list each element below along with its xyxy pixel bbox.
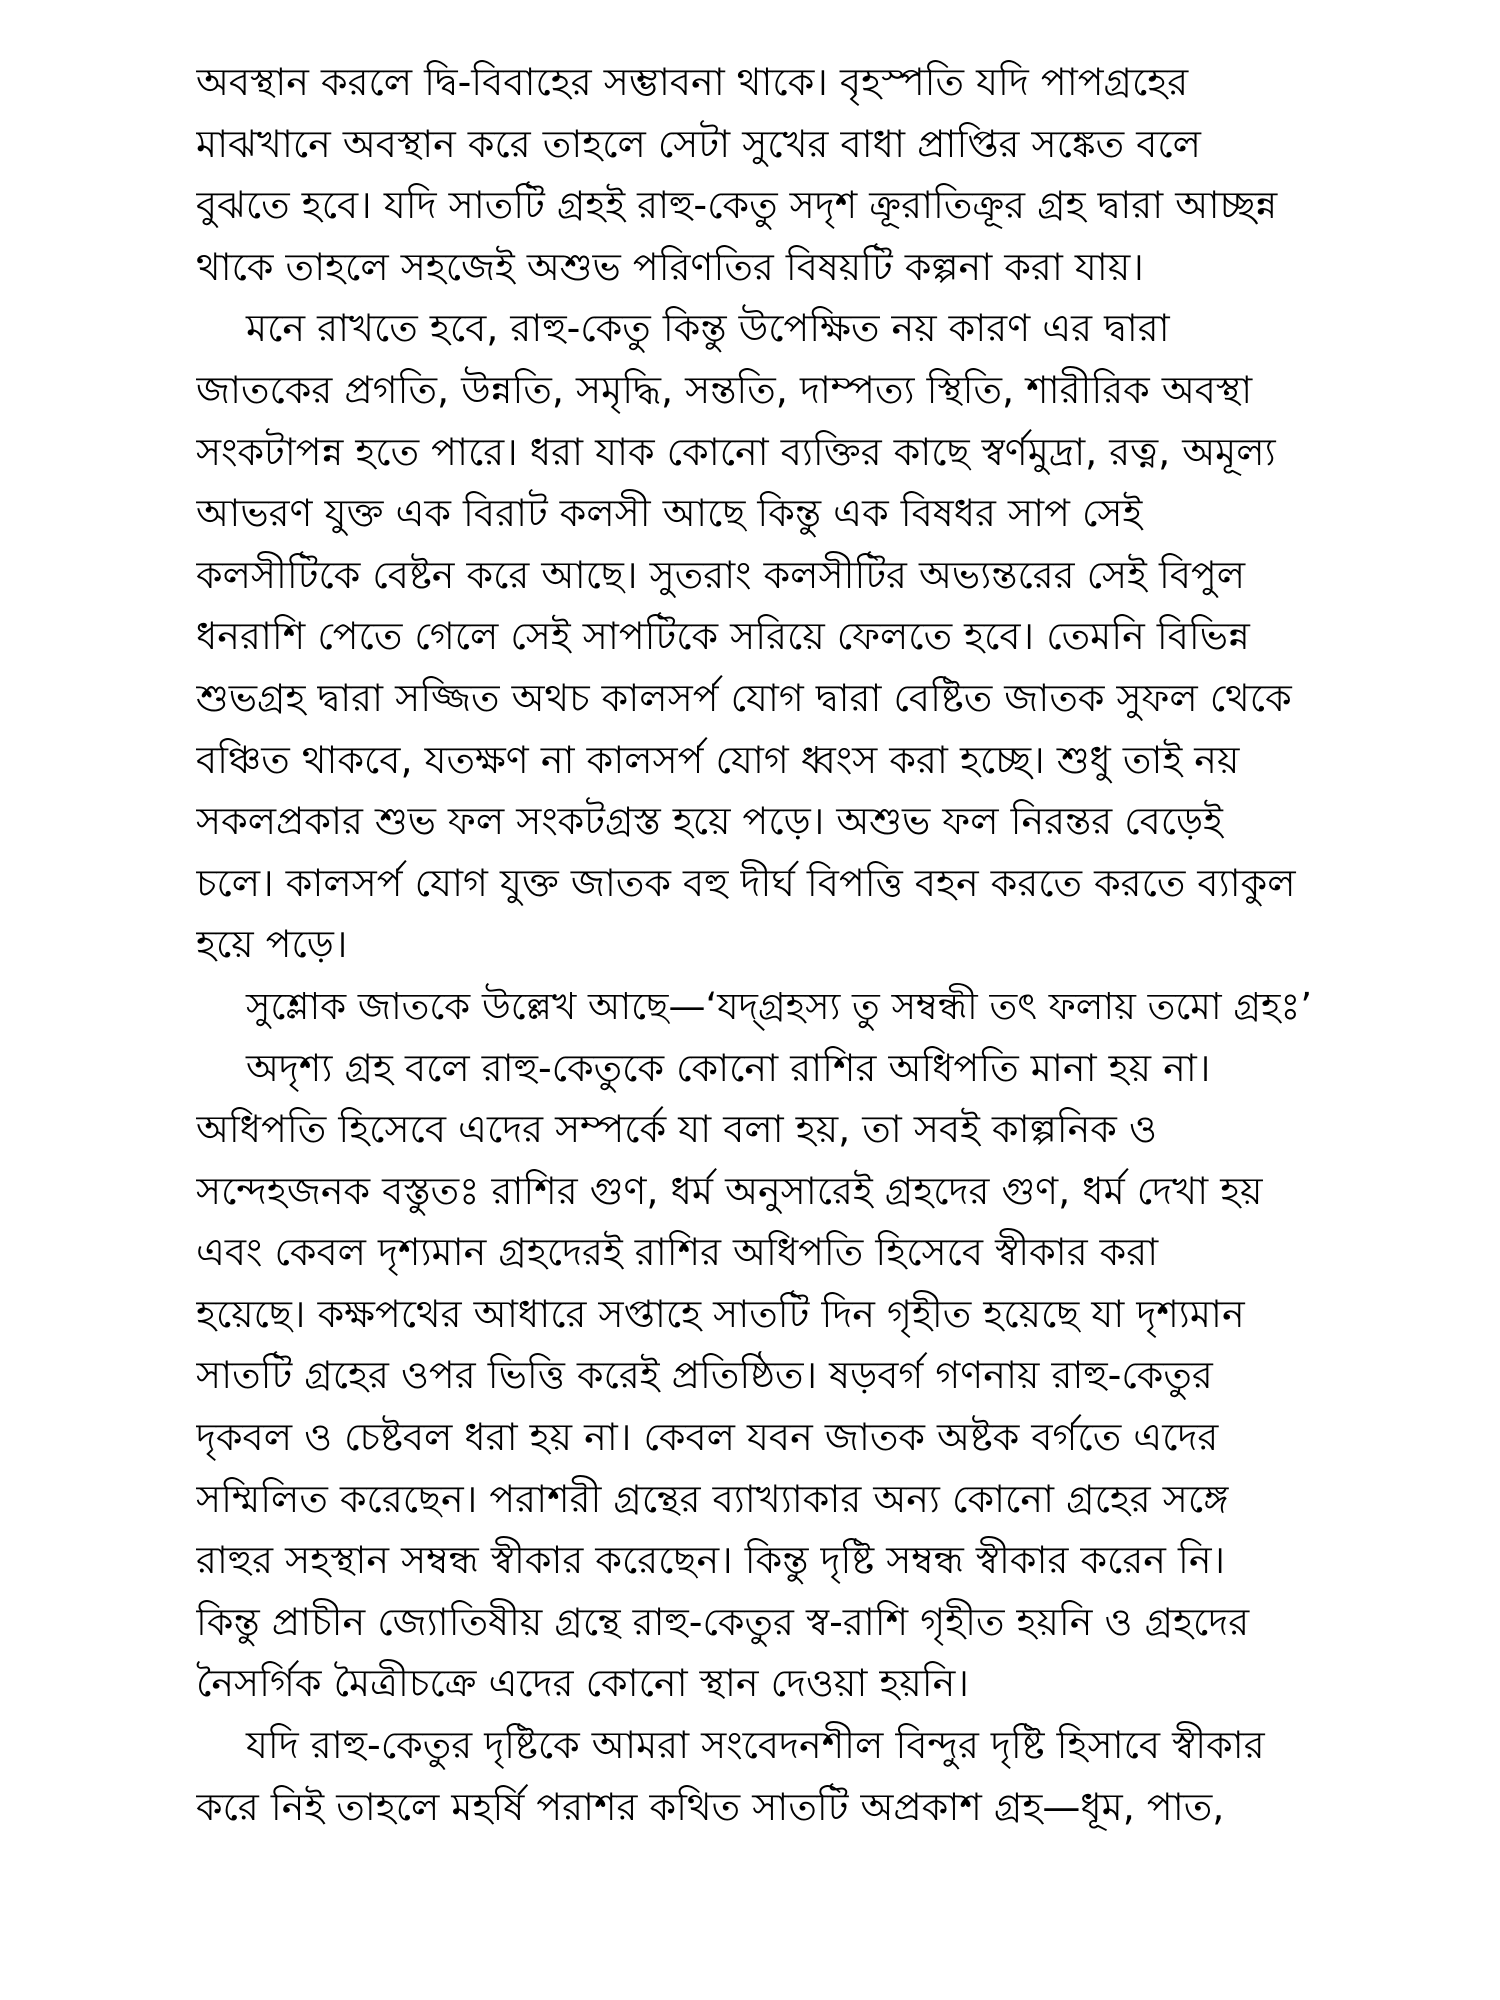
text-line: অধিপতি হিসেবে এদের সম্পর্কে যা বলা হয়, তা সবই কাল্পনিক ও bbox=[196, 1107, 1157, 1152]
text-line: হয়ে পড়ে। bbox=[196, 922, 348, 967]
text-line: সন্দেহজনক বস্তুতঃ রাশির গুণ, ধর্ম অনুসারেই গ্রহদের গুণ, ধর্ম দেখা হয় bbox=[196, 1168, 1263, 1213]
text-line: দৃকবল ও চেষ্টবল ধরা হয় না। কেবল যবন জাতক অষ্টক বর্গতে এদের bbox=[196, 1415, 1219, 1460]
text-line: করে নিই তাহলে মহর্ষি পরাশর কথিত সাতটি অপ্রকাশ গ্রহ—ধূম, পাত, bbox=[196, 1784, 1225, 1829]
text-line: থাকে তাহলে সহজেই অশুভ পরিণতির বিষয়টি কল্পনা করা যায়। bbox=[196, 244, 1144, 289]
quote-line: সুশ্লোক জাতকে উল্লেখ আছে—‘যদ্‌গ্রহস্য তু সম্বন্ধী তৎ ফলায় তমো গ্রহঃ’ bbox=[246, 984, 1312, 1028]
text-line: চলে। কালসর্প যোগ যুক্ত জাতক বহু দীর্ঘ বিপত্তি বহন করতে করতে ব্যাকুল bbox=[196, 860, 1296, 905]
paragraph-start-line: অদৃশ্য গ্রহ বলে রাহু-কেতুকে কোনো রাশির অধিপতি মানা হয় না। bbox=[246, 1045, 1211, 1090]
text-line: সাতটি গ্রহের ওপর ভিত্তি করেই প্রতিষ্ঠিত। ষড়বর্গ গণনায় রাহু-কেতুর bbox=[196, 1353, 1213, 1398]
text-line: সম্মিলিত করেছেন। পরাশরী গ্রন্থের ব্যাখ্যাকার অন্য কোনো গ্রহের সঙ্গে bbox=[196, 1476, 1229, 1521]
paragraph-start-line: যদি রাহু-কেতুর দৃষ্টিকে আমরা সংবেদনশীল বিন্দুর দৃষ্টি হিসাবে স্বীকার bbox=[246, 1723, 1265, 1768]
text-line: মাঝখানে অবস্থান করে তাহলে সেটা সুখের বাধা প্রাপ্তির সঙ্কেত বলে bbox=[196, 121, 1201, 166]
text-line: বঞ্চিত থাকবে, যতক্ষণ না কালসর্প যোগ ধ্বংস করা হচ্ছে। শুধু তাই নয় bbox=[196, 737, 1240, 782]
text-line: অবস্থান করলে দ্বি-বিবাহের সম্ভাবনা থাকে। বৃহস্পতি যদি পাপগ্রহের bbox=[196, 60, 1189, 104]
text-line: রাহুর সহস্থান সম্বন্ধ স্বীকার করেছেন। কিন্তু দৃষ্টি সম্বন্ধ স্বীকার করেন নি। bbox=[196, 1538, 1226, 1583]
text-line: বুঝতে হবে। যদি সাতটি গ্রহই রাহু-কেতু সদৃশ ক্রূরাতিক্রূর গ্রহ দ্বারা আচ্ছন্ন bbox=[196, 183, 1278, 228]
text-line: আভরণ যুক্ত এক বিরাট কলসী আছে কিন্তু এক বিষধর সাপ সেই bbox=[196, 491, 1143, 536]
paragraph-start-line: মনে রাখতে হবে, রাহু-কেতু কিন্তু উপেক্ষিত নয় কারণ এর দ্বারা bbox=[246, 306, 1170, 351]
text-line: শুভগ্রহ দ্বারা সজ্জিত অথচ কালসর্প যোগ দ্বারা বেষ্টিত জাতক সুফল থেকে bbox=[196, 675, 1292, 720]
text-line: নৈসর্গিক মৈত্রীচক্রে এদের কোনো স্থান দেওয়া হয়নি। bbox=[196, 1661, 969, 1706]
text-line: জাতকের প্রগতি, উন্নতি, সমৃদ্ধি, সন্ততি, দাম্পত্য স্থিতি, শারীরিক অবস্থা bbox=[196, 367, 1253, 412]
body-text bbox=[196, 52, 1328, 1838]
text-line: এবং কেবল দৃশ্যমান গ্রহদেরই রাশির অধিপতি হিসেবে স্বীকার করা bbox=[196, 1230, 1159, 1275]
text-line: সকলপ্রকার শুভ ফল সংকটগ্রস্ত হয়ে পড়ে। অশুভ ফল নিরন্তর বেড়েই bbox=[196, 799, 1223, 844]
text-line: ধনরাশি পেতে গেলে সেই সাপটিকে সরিয়ে ফেলতে হবে। তেমনি বিভিন্ন bbox=[196, 614, 1250, 659]
text-line: সংকটাপন্ন হতে পারে। ধরা যাক কোনো ব্যক্তির কাছে স্বর্ণমুদ্রা, রত্ন, অমূল্য bbox=[196, 429, 1276, 474]
text-line: কলসীটিকে বেষ্টন করে আছে। সুতরাং কলসীটির অভ্যন্তরের সেই বিপুল bbox=[196, 552, 1246, 597]
text-line: কিন্তু প্রাচীন জ্যোতিষীয় গ্রন্থে রাহু-কেতুর স্ব-রাশি গৃহীত হয়নি ও গ্রহদের bbox=[196, 1599, 1250, 1644]
text-line: হয়েছে। কক্ষপথের আধারে সপ্তাহে সাতটি দিন গৃহীত হয়েছে যা দৃশ্যমান bbox=[196, 1291, 1245, 1336]
